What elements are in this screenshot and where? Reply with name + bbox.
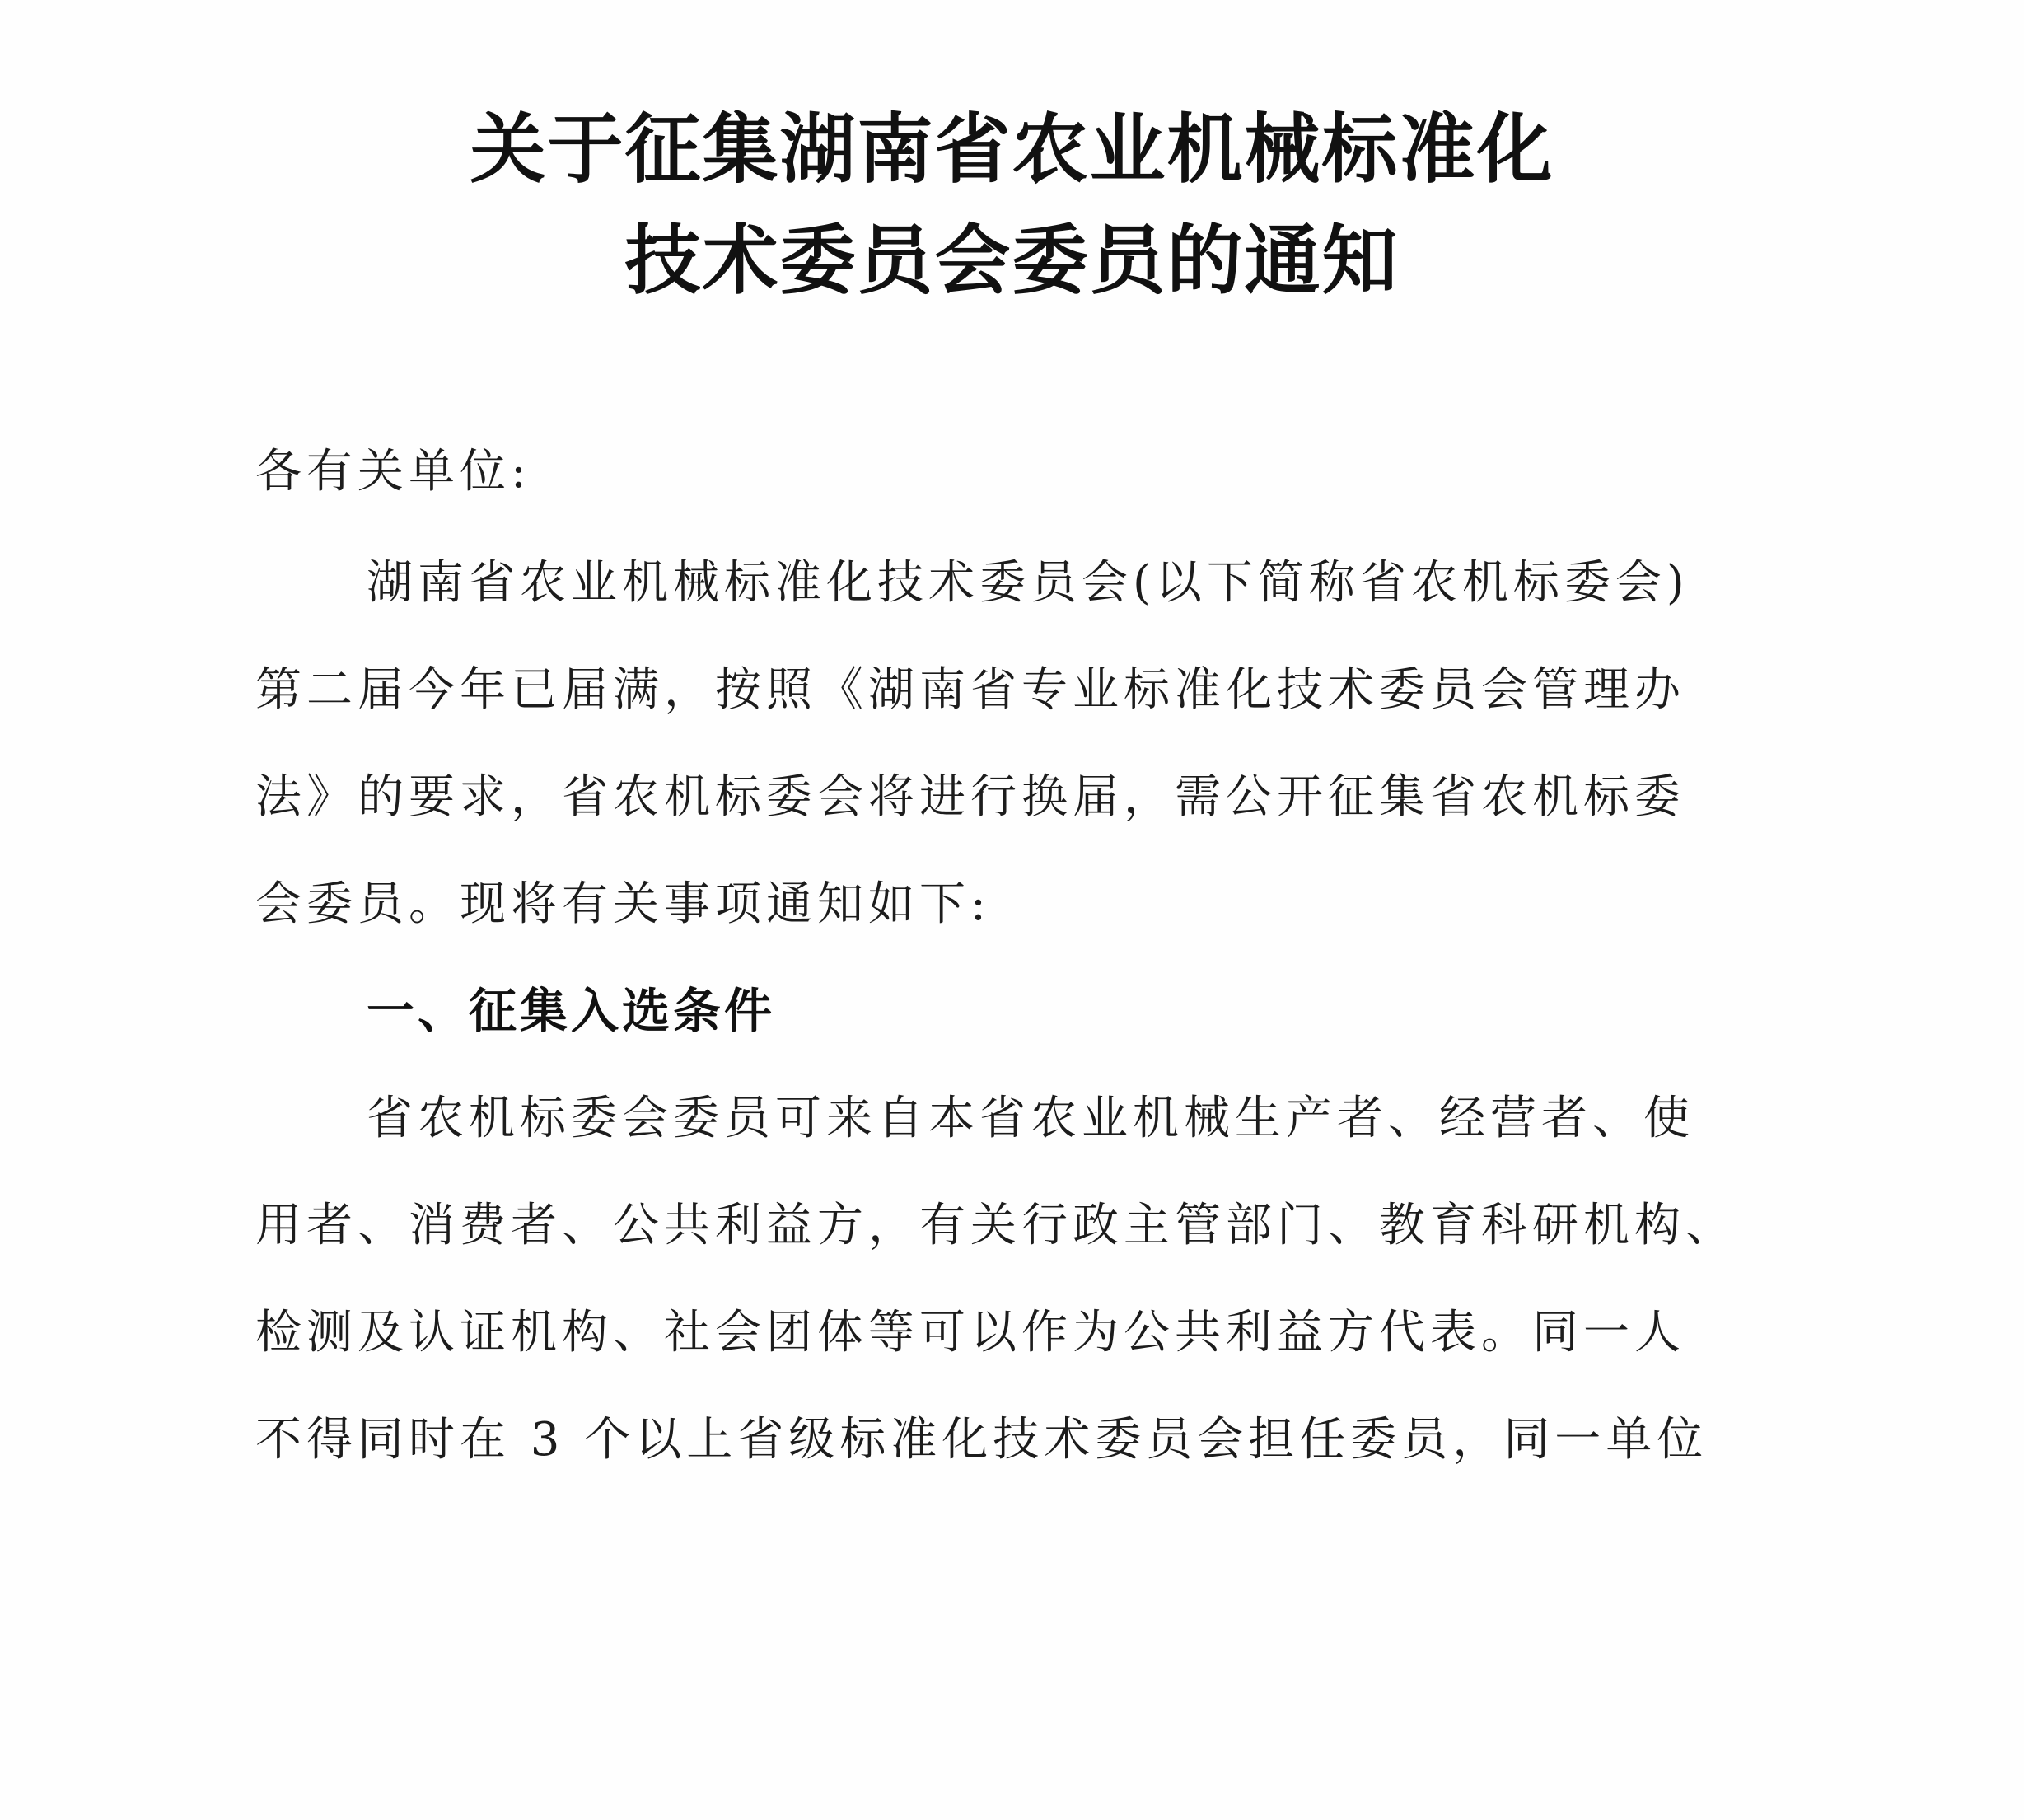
paragraph-1-line-2: 第二届今年已届满，按照《湖南省专业标准化技术委员会管理办 xyxy=(255,663,1685,717)
paragraph-1-line-1: 湖南省农业机械标准化技术委员会(以下简称省农机标委会) xyxy=(367,556,1690,610)
paragraph-2-line-4: 不得同时在 3 个以上省级标准化技术委员会担任委员，同一单位 xyxy=(255,1413,1708,1467)
section-1-heading: 一、征集入选条件 xyxy=(367,983,776,1039)
paragraph-1-line-3: 法》的要求，省农机标委会将进行换届，需公开征集省农机标委 xyxy=(255,770,1685,824)
document-title-line-1: 关于征集湖南省农业机械标准化 xyxy=(470,105,1554,194)
paragraph-1-line-4: 会委员。现将有关事项通知如下: xyxy=(255,877,991,931)
paragraph-2-line-3: 检测及认证机构、社会团体等可以作为公共利益方代表。同一人 xyxy=(255,1306,1685,1359)
paragraph-2-line-2: 用者、消费者、公共利益方，有关行政主管部门、教育科研机构、 xyxy=(255,1199,1737,1252)
salutation: 各有关单位: xyxy=(255,445,531,498)
document-title-line-2: 技术委员会委员的通知 xyxy=(624,216,1400,305)
paragraph-2-line-1: 省农机标委会委员可来自本省农业机械生产者、经营者、使 xyxy=(367,1092,1694,1145)
